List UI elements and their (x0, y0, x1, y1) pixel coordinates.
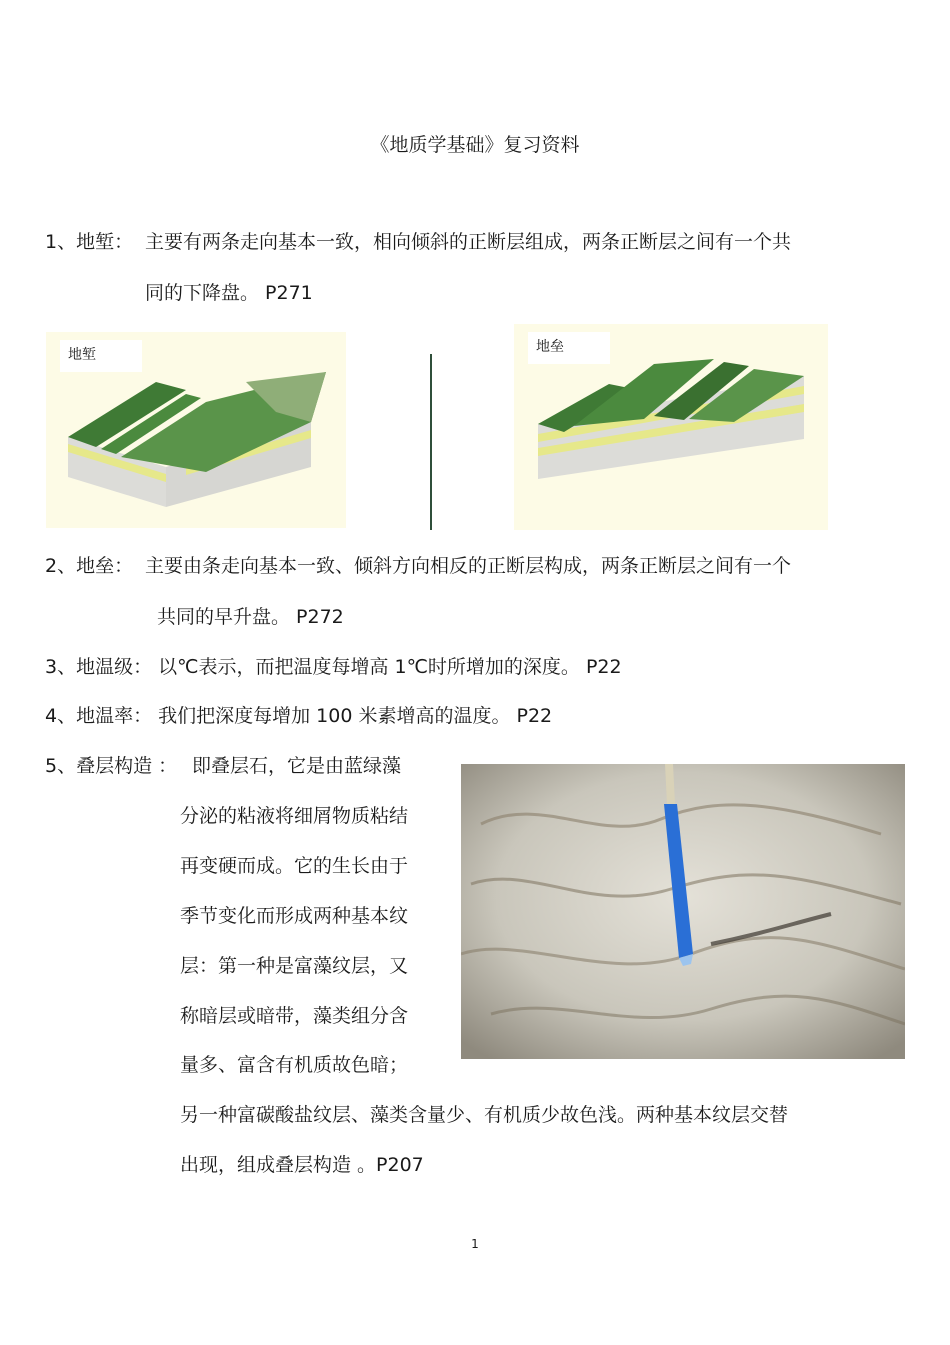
item-5-line: 季节变化而形成两种基本纹 (180, 905, 409, 927)
item-3: 3、地温级： 以℃表示，而把温度每增高 1℃时所增加的深度。 P22 (45, 656, 622, 678)
item-1-line1: 主要有两条走向基本一致，相向倾斜的正断层组成，两条正断层之间有一个共 (145, 231, 792, 253)
item-5-line: 量多、富含有机质故色暗； (180, 1054, 409, 1076)
item-4: 4、地温率： 我们把深度每增加 100 米素增高的温度。 P22 (45, 705, 553, 727)
figure-divider (430, 354, 432, 530)
item-5-head: 5、叠层构造 ： (45, 755, 178, 777)
item-5-line: 层：第一种是富藻纹层，又 (180, 955, 409, 977)
page-number: 1 (471, 1237, 479, 1251)
item-2-line2: 共同的早升盘。 P272 (157, 606, 344, 628)
item-1-line2: 同的下降盘。 P271 (145, 282, 313, 304)
horst-label: 地垒 (528, 332, 610, 364)
stromatolite-rock-image (461, 764, 905, 1059)
item-2-head: 2、地垒： (45, 555, 134, 577)
item-5-line: 出现，组成叠层构造 。P207 (180, 1154, 424, 1176)
item-5-line: 另一种富碳酸盐纹层、藻类含量少、有机质少故色浅。两种基本纹层交替 (180, 1104, 789, 1126)
item-5-line: 再变硬而成。它的生长由于 (180, 855, 409, 877)
page-title: 《地质学基础》复习资料 (370, 134, 580, 156)
stromatolite-photo (461, 764, 905, 1059)
item-5-line: 称暗层或暗带，藻类组分含 (180, 1005, 409, 1027)
graben-label: 地堑 (60, 340, 142, 372)
horst-figure (514, 324, 828, 530)
graben-figure (46, 332, 346, 528)
item-5-line: 即叠层石，它是由蓝绿藻 (192, 755, 402, 777)
item-1-head: 1、地堑： (45, 231, 134, 253)
item-2-line1: 主要由条走向基本一致、倾斜方向相反的正断层构成，两条正断层之间有一个 (145, 555, 792, 577)
item-5-line: 分泌的粘液将细屑物质粘结 (180, 805, 409, 827)
